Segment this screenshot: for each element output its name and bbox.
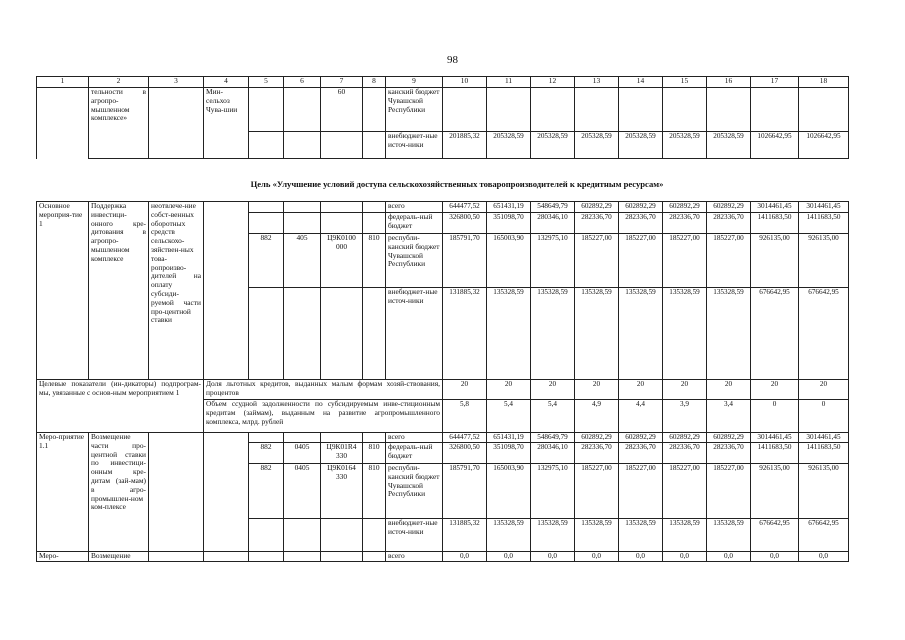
cell-measure-name: Поддержка инвестици-онного кре-дитования в агропро-мышленном комплексе [89, 202, 149, 380]
header-cell: 2 [89, 77, 149, 88]
value-cell: 185227,00 [707, 464, 751, 519]
value-cell: 185227,00 [575, 464, 619, 519]
value-cell: 20 [575, 380, 619, 400]
value-cell: 651431,19 [487, 202, 531, 213]
cell [249, 519, 284, 552]
cell-executor: Мин-сельхоз Чува-шии [204, 88, 249, 159]
header-cell: 7 [321, 77, 363, 88]
cell [249, 288, 284, 380]
value-cell: 676642,95 [799, 519, 849, 552]
cell-target-article: Ц9К01R4 330 [321, 443, 363, 464]
value-cell: 282336,70 [575, 213, 619, 234]
cell-source: внебюджет-ные источ-ники [386, 519, 443, 552]
value-cell: 676642,95 [751, 519, 799, 552]
value-cell: 135328,59 [663, 519, 707, 552]
value-cell: 20 [707, 380, 751, 400]
value-cell [707, 88, 751, 132]
value-cell: 5,8 [443, 400, 487, 433]
cell [249, 88, 284, 132]
value-cell: 282336,70 [663, 443, 707, 464]
value-cell: 602892,29 [707, 202, 751, 213]
cell [321, 202, 363, 213]
cell [363, 202, 386, 213]
cell [363, 288, 386, 380]
value-cell: 20 [751, 380, 799, 400]
cell [149, 88, 204, 159]
value-cell: 0,0 [575, 552, 619, 562]
value-cell: 135328,59 [707, 519, 751, 552]
value-cell: 0 [751, 400, 799, 433]
value-cell: 926135,00 [751, 234, 799, 288]
value-cell: 676642,95 [751, 288, 799, 380]
value-cell: 135328,59 [663, 288, 707, 380]
indicator-row [37, 380, 849, 400]
cell [204, 552, 249, 562]
value-cell: 1026642,95 [799, 132, 849, 159]
value-cell: 602892,29 [619, 202, 663, 213]
table-row [37, 88, 849, 132]
value-cell: 205328,59 [663, 132, 707, 159]
header-cell: 13 [575, 77, 619, 88]
cell [204, 433, 249, 552]
cell [249, 552, 284, 562]
value-cell: 5,4 [531, 400, 575, 433]
value-cell: 602892,29 [707, 433, 751, 443]
value-cell: 185227,00 [663, 234, 707, 288]
cell-measure-type: Меро-приятие 1.1 [37, 433, 89, 552]
value-cell: 20 [619, 380, 663, 400]
value-cell: 135328,59 [575, 288, 619, 380]
cell [363, 552, 386, 562]
value-cell: 351098,70 [487, 443, 531, 464]
value-cell: 165003,90 [487, 234, 531, 288]
cell-measure-name: Возмещение части про-центной ставки по инвестици-онным кре-дитам (зай-мам) в агро-промышлен-ном ком-плексе [89, 433, 149, 552]
value-cell [443, 88, 487, 132]
header-cell: 11 [487, 77, 531, 88]
cell-measure-result: неотвлече-ние собст-венных оборотных средств сельскохо-зяйствен-ных това-ропроизво-дителей на оплату субсиди-руемой части про-центной ставки [149, 202, 204, 380]
value-cell: 20 [487, 380, 531, 400]
cell [363, 213, 386, 234]
value-cell: 602892,29 [663, 433, 707, 443]
cell-grbs: 882 [249, 464, 284, 519]
value-cell: 0 [799, 400, 849, 433]
cell [204, 202, 249, 380]
header-cell: 6 [284, 77, 321, 88]
value-cell: 602892,29 [575, 433, 619, 443]
value-cell: 3,9 [663, 400, 707, 433]
cell-source: всего [386, 202, 443, 213]
value-cell: 20 [799, 380, 849, 400]
cell-section: 0405 [284, 443, 321, 464]
cell [284, 288, 321, 380]
value-cell: 185227,00 [619, 464, 663, 519]
header-cell: 9 [386, 77, 443, 88]
value-cell: 3014461,45 [751, 202, 799, 213]
value-cell: 205328,59 [707, 132, 751, 159]
value-cell: 165003,90 [487, 464, 531, 519]
value-cell: 185227,00 [707, 234, 751, 288]
cell-source: всего [386, 552, 443, 562]
budget-table-top [36, 76, 849, 159]
cell-expense-type: 810 [363, 443, 386, 464]
value-cell: 4,4 [619, 400, 663, 433]
indicators-label: Целевые показатели (ин-дикаторы) подпрограм-мы, увязанные с основ-ным мероприятием 1 [37, 380, 204, 433]
value-cell: 602892,29 [619, 433, 663, 443]
value-cell [575, 88, 619, 132]
cell-target-article: Ц9К0100 000 [321, 234, 363, 288]
cell [321, 519, 363, 552]
value-cell: 926135,00 [799, 234, 849, 288]
cell [321, 552, 363, 562]
value-cell: 602892,29 [663, 202, 707, 213]
value-cell [531, 88, 575, 132]
header-cell: 15 [663, 77, 707, 88]
cell-target-article: Ц9К0164 330 [321, 464, 363, 519]
cell-source: республи-канский бюджет Чувашской Республики [386, 464, 443, 519]
value-cell: 201885,32 [443, 132, 487, 159]
cell-expense-type: 810 [363, 464, 386, 519]
cell-source: внебюджет-ные источ-ники [386, 132, 443, 159]
value-cell: 0,0 [799, 552, 849, 562]
value-cell: 0,0 [751, 552, 799, 562]
value-cell: 1411683,50 [799, 213, 849, 234]
value-cell: 135328,59 [531, 288, 575, 380]
value-cell: 280346,10 [531, 213, 575, 234]
goal-heading: Цель «Улучшение условий доступа сельскохозяйственных товаропроизводителей к кредитным ресурсам» [250, 179, 664, 189]
header-cell: 10 [443, 77, 487, 88]
cell [321, 213, 363, 234]
cell-measure-name: Возмещение [89, 552, 149, 562]
indicator-text: Объем ссудной задолженности по субсидируемым инве-стиционным кредитам (займам), выданным на развитие агропромышленного комплекса, млрд. рублей [204, 400, 443, 433]
cell-grbs: 882 [249, 443, 284, 464]
value-cell: 0,0 [707, 552, 751, 562]
value-cell: 0,0 [619, 552, 663, 562]
header-cell: 12 [531, 77, 575, 88]
header-cell: 8 [363, 77, 386, 88]
cell [321, 132, 363, 159]
value-cell: 926135,00 [751, 464, 799, 519]
page-number: 98 [447, 54, 458, 66]
cell [149, 433, 204, 552]
cell [149, 552, 204, 562]
value-cell: 282336,70 [575, 443, 619, 464]
header-cell: 16 [707, 77, 751, 88]
value-cell: 548649,79 [531, 433, 575, 443]
cell-section [284, 433, 321, 443]
value-cell: 135328,59 [487, 288, 531, 380]
value-cell: 185227,00 [575, 234, 619, 288]
cell-source: внебюджет-ные источ-ники [386, 288, 443, 380]
value-cell: 0,0 [663, 552, 707, 562]
cell [284, 519, 321, 552]
value-cell: 20 [531, 380, 575, 400]
column-header-row [37, 77, 849, 88]
header-cell: 5 [249, 77, 284, 88]
cell [363, 88, 386, 132]
header-cell: 17 [751, 77, 799, 88]
value-cell [751, 88, 799, 132]
value-cell: 282336,70 [707, 213, 751, 234]
value-cell: 132975,10 [531, 234, 575, 288]
cell-measure-type: Основное мероприя-тие 1 [37, 202, 89, 380]
value-cell: 326800,50 [443, 443, 487, 464]
cell [284, 88, 321, 132]
value-cell: 135328,59 [707, 288, 751, 380]
value-cell: 135328,59 [619, 519, 663, 552]
cell [284, 202, 321, 213]
value-cell: 20 [663, 380, 707, 400]
value-cell: 205328,59 [487, 132, 531, 159]
value-cell: 1411683,50 [751, 443, 799, 464]
cell [249, 132, 284, 159]
header-cell: 1 [37, 77, 89, 88]
cell-source: республи-канский бюджет Чувашской Республики [386, 234, 443, 288]
cell [321, 288, 363, 380]
value-cell: 548649,79 [531, 202, 575, 213]
header-cell: 14 [619, 77, 663, 88]
cell [249, 202, 284, 213]
value-cell: 282336,70 [663, 213, 707, 234]
value-cell: 205328,59 [575, 132, 619, 159]
value-cell [487, 88, 531, 132]
value-cell: 644477,52 [443, 202, 487, 213]
value-cell: 3,4 [707, 400, 751, 433]
table-row [37, 552, 849, 562]
value-cell: 1026642,95 [751, 132, 799, 159]
value-cell: 205328,59 [619, 132, 663, 159]
cell-section: 0405 [284, 464, 321, 519]
value-cell: 3014461,45 [799, 433, 849, 443]
value-cell: 326800,50 [443, 213, 487, 234]
value-cell: 0,0 [531, 552, 575, 562]
cell [284, 213, 321, 234]
value-cell [799, 88, 849, 132]
table-row [37, 433, 849, 443]
value-cell: 131885,32 [443, 519, 487, 552]
value-cell: 282336,70 [619, 443, 663, 464]
value-cell: 135328,59 [531, 519, 575, 552]
value-cell: 4,9 [575, 400, 619, 433]
value-cell: 602892,29 [575, 202, 619, 213]
value-cell: 205328,59 [531, 132, 575, 159]
value-cell: 651431,19 [487, 433, 531, 443]
budget-table-main [36, 201, 849, 562]
value-cell: 1411683,50 [751, 213, 799, 234]
value-cell: 185227,00 [663, 464, 707, 519]
cell-source: всего [386, 433, 443, 443]
value-cell: 185791,70 [443, 234, 487, 288]
value-cell: 131885,32 [443, 288, 487, 380]
value-cell: 135328,59 [487, 519, 531, 552]
header-cell: 4 [204, 77, 249, 88]
value-cell: 1411683,50 [799, 443, 849, 464]
cell [37, 88, 89, 159]
value-cell: 0,0 [443, 552, 487, 562]
value-cell [619, 88, 663, 132]
cell [363, 132, 386, 159]
value-cell: 185791,70 [443, 464, 487, 519]
cell-program-name: тельности в агропро-мышленном комплексе» [89, 88, 149, 159]
value-cell: 3014461,45 [799, 202, 849, 213]
cell-grbs [249, 433, 284, 443]
value-cell: 282336,70 [707, 443, 751, 464]
value-cell: 185227,00 [619, 234, 663, 288]
cell-expense-type: 810 [363, 234, 386, 288]
cell-measure-type: Меро- [37, 552, 89, 562]
cell-target-article [321, 433, 363, 443]
value-cell [663, 88, 707, 132]
value-cell: 0,0 [487, 552, 531, 562]
cell-section: 405 [284, 234, 321, 288]
value-cell: 5,4 [487, 400, 531, 433]
cell-grbs: 882 [249, 234, 284, 288]
cell-code: 60 [321, 88, 363, 132]
cell [363, 519, 386, 552]
value-cell: 135328,59 [575, 519, 619, 552]
cell-source: канский бюджет Чувашской Республики [386, 88, 443, 132]
cell-source: федераль-ный бюджет [386, 443, 443, 464]
value-cell: 20 [443, 380, 487, 400]
header-cell: 18 [799, 77, 849, 88]
table-row [37, 202, 849, 213]
value-cell: 676642,95 [799, 288, 849, 380]
value-cell: 280346,10 [531, 443, 575, 464]
indicator-text: Доля льготных кредитов, выданных малым формам хозяй-ствования, процентов [204, 380, 443, 400]
value-cell: 644477,52 [443, 433, 487, 443]
value-cell: 3014461,45 [751, 433, 799, 443]
value-cell: 351098,70 [487, 213, 531, 234]
value-cell: 282336,70 [619, 213, 663, 234]
cell-source: федераль-ный бюджет [386, 213, 443, 234]
cell [249, 213, 284, 234]
cell [284, 552, 321, 562]
value-cell: 926135,00 [799, 464, 849, 519]
value-cell: 132975,10 [531, 464, 575, 519]
header-cell: 3 [149, 77, 204, 88]
value-cell: 135328,59 [619, 288, 663, 380]
cell-expense-type [363, 433, 386, 443]
cell [284, 132, 321, 159]
